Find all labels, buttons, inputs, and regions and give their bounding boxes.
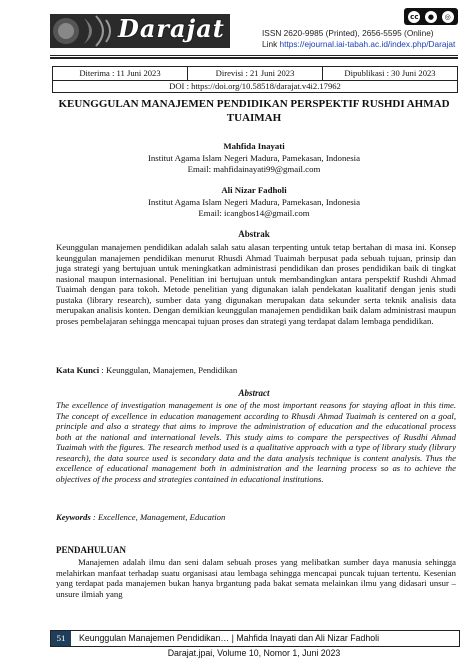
header-rule	[50, 55, 458, 56]
issn-block	[262, 28, 455, 49]
running-title: Keunggulan Manajemen Pendidikan… | Mahfida Inayati dan Ali Nizar Fadholi	[79, 633, 380, 643]
abstract-body: The excellence of investigation management is one of the most important reasons for staying afloat in this time. The concept of excellence in education management according to Rhusdi Ahmad Tuaimah is centered on a goal, principle and also a strategy that aims to improve the administration of education and the educational process both at the national and international levels. This study aims to compare the perspectives of Rusdhi Ahmad Tuaimah with the figures. The research method used is a qualitative approach with a type of library study (library research), the data source used is secondary data and the data analysis technique is content analysis. Thus the excellence of educational management both in administration and the learning process so as to achieve the objectives of the process and strategies contained in educational institutions.	[56, 400, 456, 484]
abstrak-body: Keunggulan manajemen pendidikan adalah salah satu alasan terpenting untuk tetap bertahan di masa ini. Konsep keunggulan manajemen pendidikan menurut Rhusdi Ahmad Tuaimah berpusat pada sebuah tujuan, prinsip dan juga strategi yang bertujuan untuk meningkatkan administrasi pendidikan dan proses pendidikan baik di tingkat nasional maupun internasional. Penelitian ini bertujuan untuk membandingkan antara perspektif Rushdi Ahmad Tuaimah dengan para tokoh. Metode penelitian yang digunakan ialah pendekatan kualitatif dengan jenis studi pustaka (library research), sumber data yang digunakan merupakan data sekunder serta teknik analisis data merupakan analisis konten. Dengan demikian keunggulan manajemen pendidikan baik dalam administrasi maupun proses pembelajaran sehingga mencapai tujuan proses dan strategi yang terdapat dalam lembaga pendidikan.	[56, 242, 456, 326]
author-affiliation: Institut Agama Islam Negeri Madura, Pamekasan, Indonesia	[147, 197, 361, 207]
journal-logo	[50, 10, 230, 52]
journal-link-line	[262, 39, 455, 50]
author-email[interactable]: Email: icangbos14@gmail.com	[198, 208, 310, 218]
date-published: Dipublikasi : 30 Juni 2023	[344, 68, 436, 78]
article-title: KEUNGGULAN MANAJEMEN PENDIDIKAN PERSPEKTIF RUSHDI AHMAD TUAIMAH	[58, 98, 450, 124]
abstrak-keywords	[56, 365, 456, 376]
intro-body: Manajemen adalah ilmu dan seni dalam sebuah proses yang melibatkan sumber daya manusia sehingga melahirkan manfaat terhadap suatu organisasi atau lembaga sehingga mencapai puncak tujuan tertentu. Kesenian yang terdapat pada manajemen bukan hanya brgantung pada bakat semata melainkan ilmu yang didasari unsur – unsure ilmiah yang	[56, 557, 456, 599]
journal-link[interactable]: https://ejournal.iai-tabah.ac.id/index.php/Darajat	[279, 38, 456, 49]
by-icon: ●	[425, 11, 437, 23]
cc-icon: cc	[410, 12, 419, 21]
keywords-label: Keywords	[56, 512, 91, 522]
dates-table	[52, 66, 458, 81]
author-name: Ali Nizar Fadholi	[221, 185, 287, 195]
intro-heading: PENDAHULUAN	[56, 545, 127, 555]
author-affiliation: Institut Agama Islam Negeri Madura, Pamekasan, Indonesia	[147, 153, 361, 163]
footer-bar	[50, 630, 460, 647]
header-rule-thick	[50, 57, 458, 59]
abstract-heading: Abstract	[238, 388, 270, 398]
author-name: Mahfida Inayati	[223, 141, 285, 151]
keywords-value: : Excellence, Management, Education	[92, 512, 226, 522]
cc-license-badge[interactable]	[404, 8, 458, 25]
date-revised: Direvisi : 21 Juni 2023	[188, 67, 323, 80]
issn-line: ISSN 2620-9985 (Printed), 2656-5595 (Online)	[262, 28, 434, 38]
logo-text: Darajat	[118, 14, 225, 43]
link-label: Link	[262, 38, 278, 49]
sa-icon: ◎	[442, 11, 454, 23]
abstrak-heading: Abstrak	[238, 229, 270, 239]
page-number: 51	[51, 631, 71, 646]
keywords-value: : Keunggulan, Manajemen, Pendidikan	[101, 365, 238, 375]
doi-link[interactable]: DOI : https://doi.org/10.58518/darajat.v4i2.17962	[52, 80, 458, 93]
keywords-label: Kata Kunci	[56, 365, 100, 375]
date-received: Diterima : 11 Juni 2023	[53, 67, 188, 80]
abstract-keywords	[56, 512, 456, 523]
author-email[interactable]: Email: mahfidainayati99@gmail.com	[187, 164, 321, 174]
journal-volume-line: Darajat.jpai, Volume 10, Nomor 1, Juni 2023	[167, 648, 341, 658]
